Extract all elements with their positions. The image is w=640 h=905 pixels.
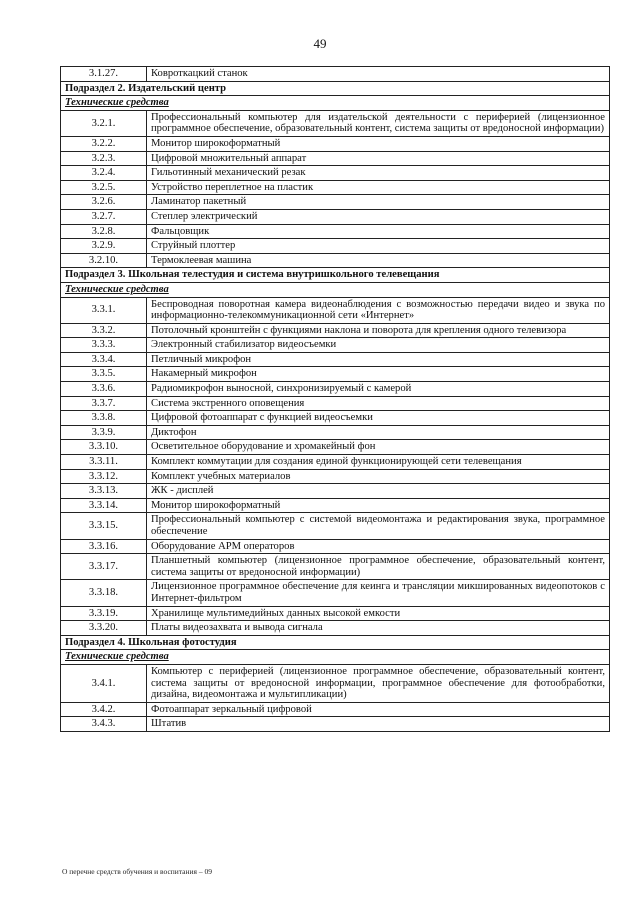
item-name: Планшетный компьютер (лицензионное программное обеспечение, образовательный контент, система защиты от вредоносной информации) (147, 554, 610, 580)
table-row (61, 382, 610, 397)
item-number: 3.3.8. (61, 411, 147, 426)
table-row (61, 469, 610, 484)
table-row (61, 717, 610, 732)
table-row (61, 136, 610, 151)
item-number: 3.3.3. (61, 338, 147, 353)
item-name: Петличный микрофон (147, 352, 610, 367)
subsection-title: Технические средства (61, 96, 610, 111)
item-name: Термоклеевая машина (147, 253, 610, 268)
item-number: 3.3.18. (61, 580, 147, 606)
item-number: 3.4.1. (61, 664, 147, 702)
table-row (61, 253, 610, 268)
page-footer: О перечне средств обучения и воспитания – 09 (62, 867, 212, 876)
table-row (61, 396, 610, 411)
item-name: Гильотинный механический резак (147, 166, 610, 181)
table-row (61, 180, 610, 195)
item-name: Радиомикрофон выносной, синхронизируемый с камерой (147, 382, 610, 397)
section-header-row (61, 268, 610, 283)
item-name: Беспроводная поворотная камера видеонаблюдения с возможностью передачи видео и звука по информационно-телекоммуникационной сети «Интернет» (147, 297, 610, 323)
item-number: 3.2.3. (61, 151, 147, 166)
item-number: 3.4.3. (61, 717, 147, 732)
section-title: Подраздел 2. Издательский центр (61, 81, 610, 96)
table-row (61, 580, 610, 606)
table-row (61, 425, 610, 440)
item-name: Устройство переплетное на пластик (147, 180, 610, 195)
item-name: Штатив (147, 717, 610, 732)
item-name: Монитор широкоформатный (147, 498, 610, 513)
item-name: Ламинатор пакетный (147, 195, 610, 210)
table-row (61, 539, 610, 554)
item-number: 3.3.10. (61, 440, 147, 455)
table-row (61, 702, 610, 717)
table-row (61, 323, 610, 338)
subsection-title: Технические средства (61, 282, 610, 297)
item-number: 3.2.6. (61, 195, 147, 210)
item-number: 3.3.7. (61, 396, 147, 411)
item-name: Комплект учебных материалов (147, 469, 610, 484)
item-name: Накамерный микрофон (147, 367, 610, 382)
table-row (61, 498, 610, 513)
table-row (61, 352, 610, 367)
item-name: Степлер электрический (147, 209, 610, 224)
table-row (61, 664, 610, 702)
item-number: 3.3.11. (61, 455, 147, 470)
subsection-header-row (61, 282, 610, 297)
table-row (61, 513, 610, 539)
item-number: 3.3.15. (61, 513, 147, 539)
table-row (61, 621, 610, 636)
item-number: 3.3.5. (61, 367, 147, 382)
table-row (61, 209, 610, 224)
table-row (61, 67, 610, 82)
item-number: 3.2.4. (61, 166, 147, 181)
table-row (61, 484, 610, 499)
item-number: 3.3.12. (61, 469, 147, 484)
table-row (61, 110, 610, 136)
item-name: Потолочный кронштейн с функциями наклона и поворота для крепления одного телевизора (147, 323, 610, 338)
item-number: 3.3.4. (61, 352, 147, 367)
item-number: 3.3.2. (61, 323, 147, 338)
item-number: 3.2.7. (61, 209, 147, 224)
item-name: Система экстренного оповещения (147, 396, 610, 411)
item-number: 3.3.6. (61, 382, 147, 397)
item-number: 3.3.14. (61, 498, 147, 513)
table-row (61, 367, 610, 382)
page-number: 49 (313, 36, 327, 51)
item-number: 3.2.9. (61, 239, 147, 254)
item-name: Компьютер с периферией (лицензионное программное обеспечение, образовательный контент, система защиты от вредоносной информации, программное обеспечение для фотообработки, дизайна, видеомонтажа и мультипликации) (147, 664, 610, 702)
item-name: Диктофон (147, 425, 610, 440)
table-row (61, 166, 610, 181)
table-row (61, 195, 610, 210)
table-row (61, 338, 610, 353)
item-number: 3.2.2. (61, 136, 147, 151)
item-name: Оборудование АРМ операторов (147, 539, 610, 554)
item-name: Ковроткацкий станок (147, 67, 610, 82)
table-row (61, 455, 610, 470)
item-number: 3.3.16. (61, 539, 147, 554)
item-number: 3.2.5. (61, 180, 147, 195)
table-row (61, 297, 610, 323)
subsection-header-row (61, 650, 610, 665)
section-title: Подраздел 3. Школьная телестудия и система внутришкольного телевещания (61, 268, 610, 283)
item-name: Платы видеозахвата и вывода сигнала (147, 621, 610, 636)
item-name: Комплект коммутации для создания единой функционирующей сети телевещания (147, 455, 610, 470)
equipment-table (60, 66, 610, 732)
item-number: 3.3.17. (61, 554, 147, 580)
table-row (61, 606, 610, 621)
item-name: Электронный стабилизатор видеосъемки (147, 338, 610, 353)
item-number: 3.3.19. (61, 606, 147, 621)
table-row (61, 239, 610, 254)
item-name: Лицензионное программное обеспечение для кеинга и трансляции микшированных видеопотоков с Интернет-фильтром (147, 580, 610, 606)
item-name: Цифровой фотоаппарат с функцией видеосъемки (147, 411, 610, 426)
item-name: Осветительное оборудование и хромакейный фон (147, 440, 610, 455)
item-name: Фотоаппарат зеркальный цифровой (147, 702, 610, 717)
item-number: 3.3.13. (61, 484, 147, 499)
item-name: Профессиональный компьютер для издательской деятельности с периферией (лицензионное программное обеспечение, образовательный контент, система защиты от вредоносной информации) (147, 110, 610, 136)
item-number: 3.2.1. (61, 110, 147, 136)
table-row (61, 151, 610, 166)
section-header-row (61, 635, 610, 650)
item-name: ЖК - дисплей (147, 484, 610, 499)
item-number: 3.2.8. (61, 224, 147, 239)
item-number: 3.1.27. (61, 67, 147, 82)
item-number: 3.2.10. (61, 253, 147, 268)
item-name: Струйный плоттер (147, 239, 610, 254)
item-name: Цифровой множительный аппарат (147, 151, 610, 166)
item-number: 3.3.1. (61, 297, 147, 323)
item-number: 3.3.9. (61, 425, 147, 440)
table-row (61, 224, 610, 239)
section-header-row (61, 81, 610, 96)
item-name: Хранилище мультимедийных данных высокой емкости (147, 606, 610, 621)
item-name: Фальцовщик (147, 224, 610, 239)
item-number: 3.3.20. (61, 621, 147, 636)
table-row (61, 440, 610, 455)
table-row (61, 554, 610, 580)
item-name: Монитор широкоформатный (147, 136, 610, 151)
item-number: 3.4.2. (61, 702, 147, 717)
section-title: Подраздел 4. Школьная фотостудия (61, 635, 610, 650)
item-name: Профессиональный компьютер с системой видеомонтажа и редактирования звука, программное обеспечение (147, 513, 610, 539)
subsection-title: Технические средства (61, 650, 610, 665)
table-row (61, 411, 610, 426)
subsection-header-row (61, 96, 610, 111)
